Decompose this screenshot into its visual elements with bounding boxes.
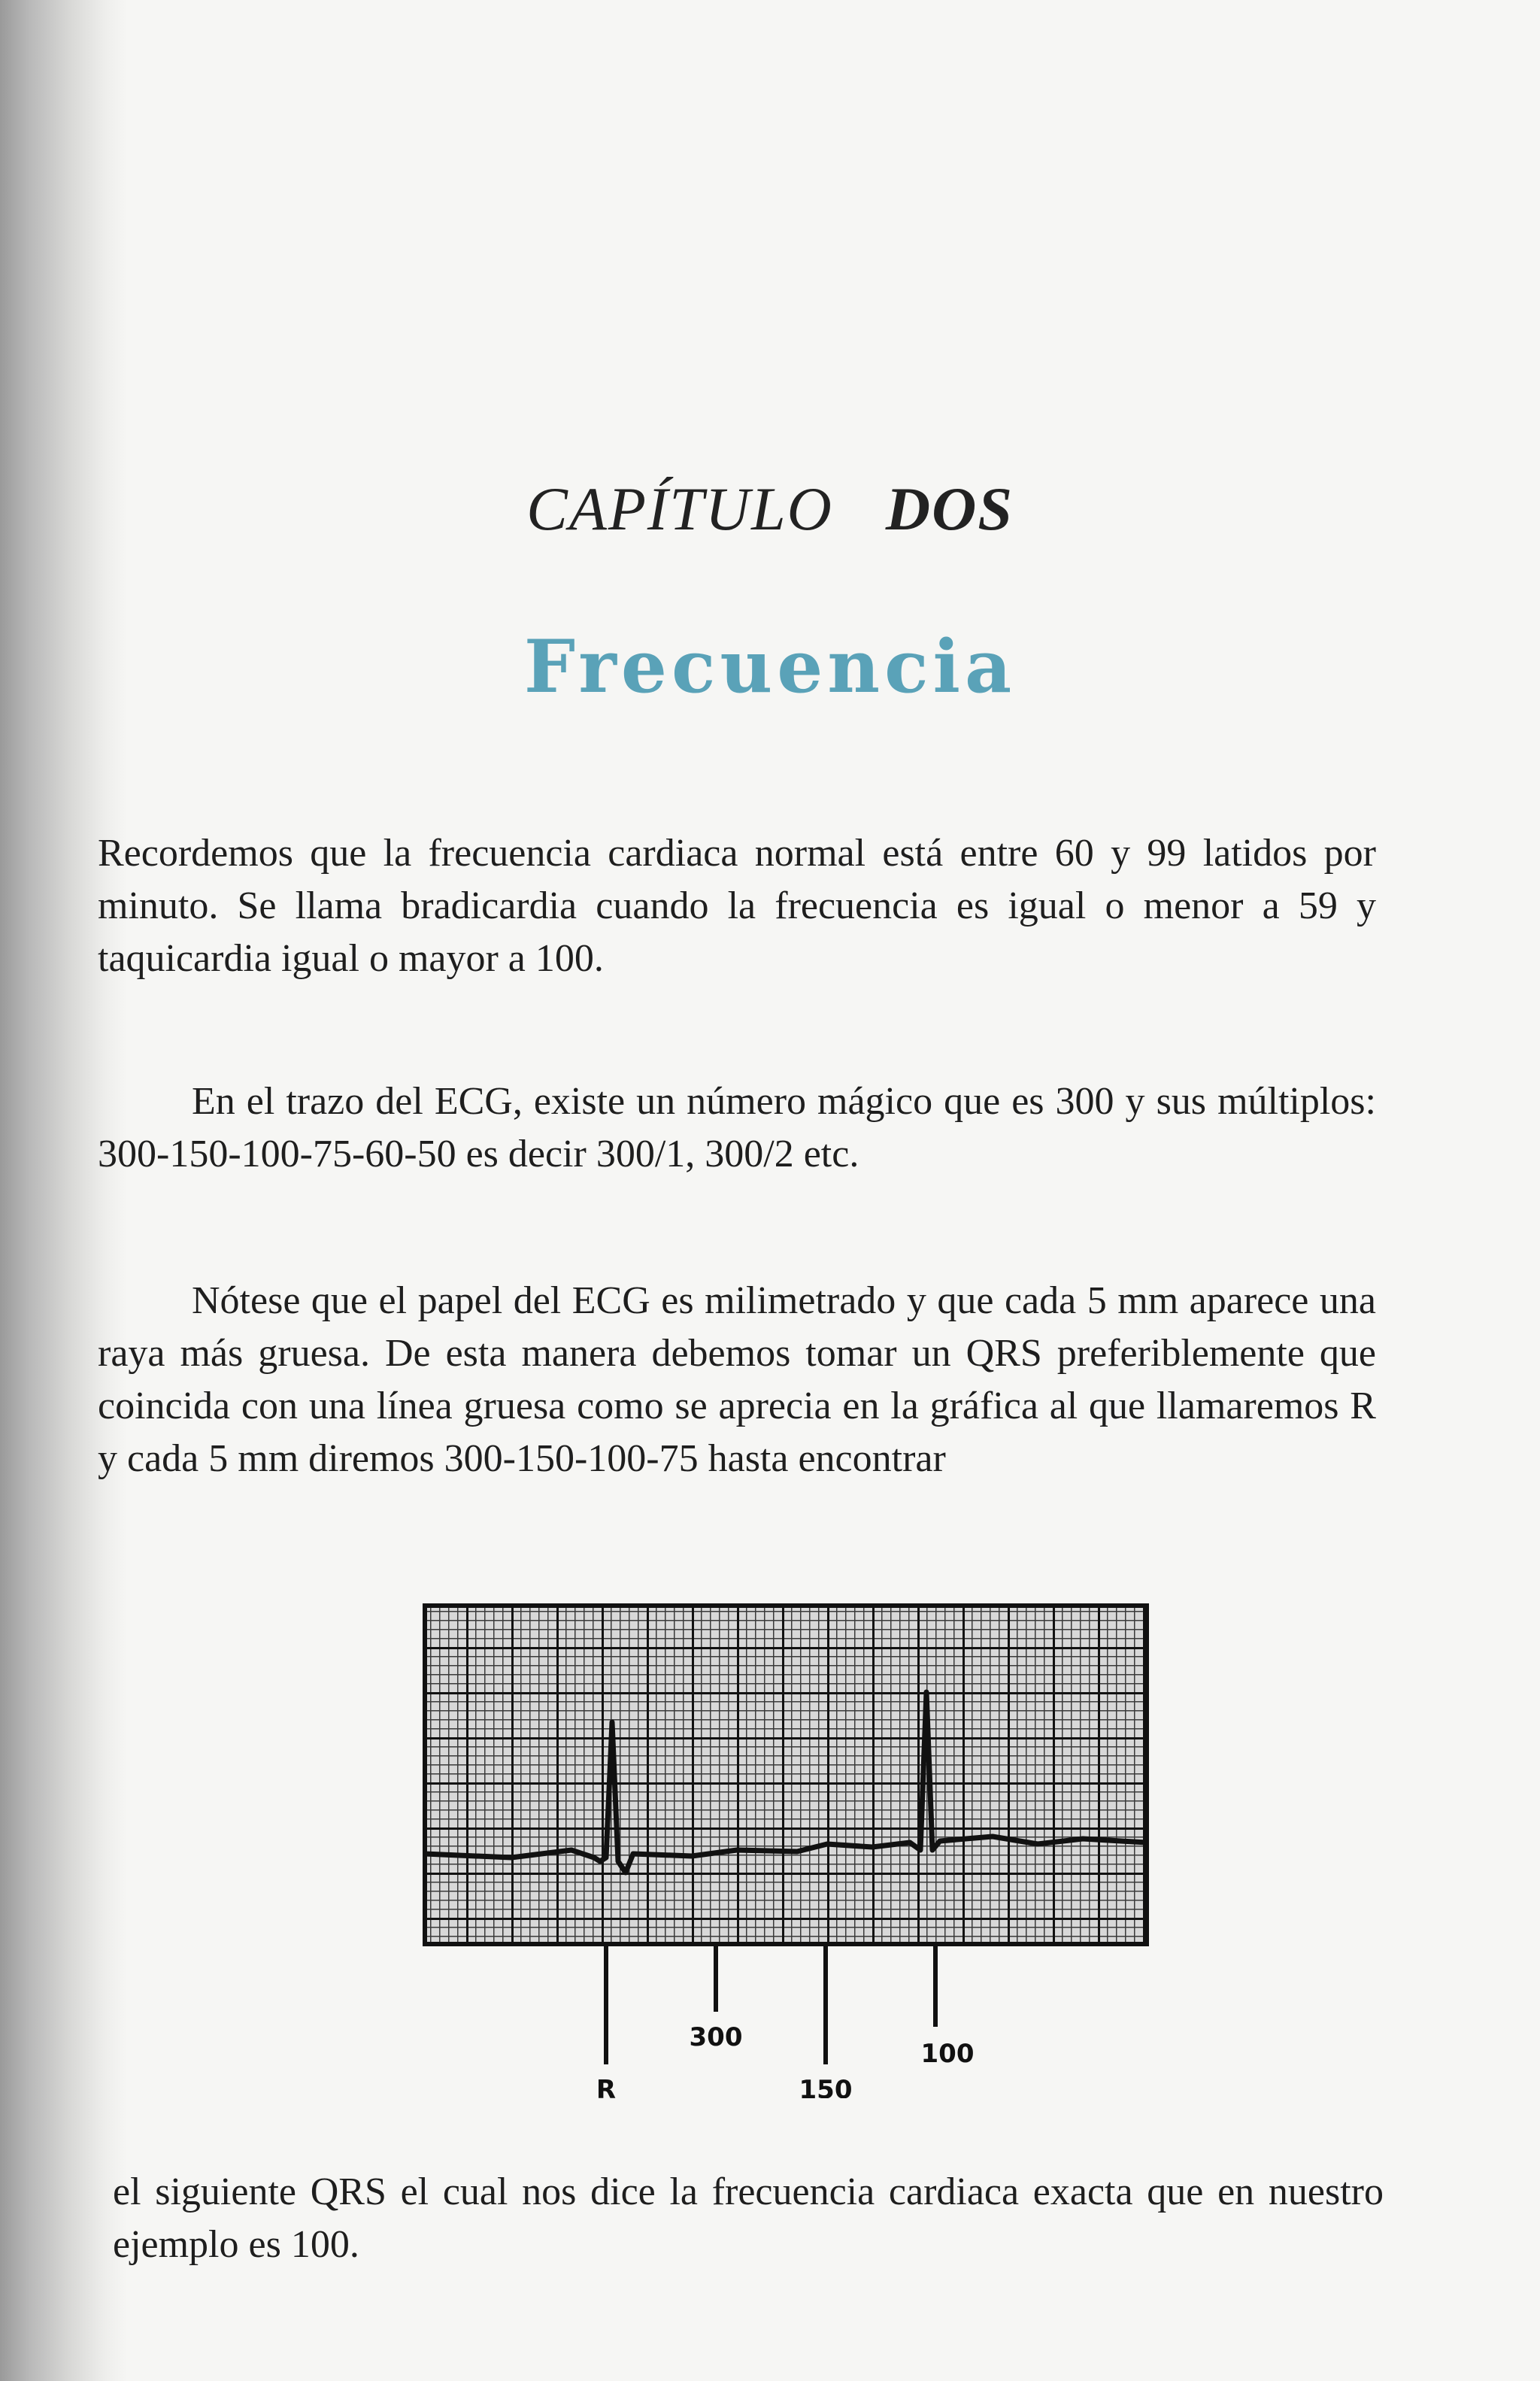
page-title: Frecuencia [523, 624, 1017, 709]
ecg-strip-svg [421, 1602, 1158, 2098]
chapter-word: CAPÍTULO [526, 475, 833, 543]
marker-label-100: 100 [920, 2039, 975, 2069]
paragraph-3: Nótese que el papel del ECG es milimetrado y que cada 5 mm aparece una raya más gruesa. De esta manera debemos tomar un QRS preferiblemente que coincida con una línea gruesa como se aprecia en la gráfica al que llamaremos R y cada 5 mm diremos 300-150-100-75 hasta encontrar [98, 1279, 1376, 1480]
page-binding-shadow [0, 0, 128, 2381]
paragraph-1: Recordemos que la frecuencia cardiaca normal está entre 60 y 99 latidos por minuto. Se llama bradicardia cuando la frecuencia es igual o menor a 59 y taquicardia igual o mayor a 100. [98, 832, 1376, 980]
marker-label-150: 150 [799, 2075, 853, 2098]
marker-label-300: 300 [689, 2022, 743, 2052]
marker-label-r: R [596, 2075, 617, 2098]
paragraph-2: En el trazo del ECG, existe un número mágico que es 300 y sus múltiplos: 300-150-100-75-60-50 es decir 300/1, 300/2 etc. [98, 1080, 1376, 1175]
chapter-number: DOS [885, 475, 1014, 543]
ecg-figure [421, 1602, 1158, 2098]
chapter-heading [0, 474, 1540, 564]
ecg-paper-grid [425, 1606, 1147, 1944]
paragraph-4: el siguiente QRS el cual nos dice la frecuencia cardiaca exacta que en nuestro ejemplo es 100. [113, 2170, 1384, 2266]
